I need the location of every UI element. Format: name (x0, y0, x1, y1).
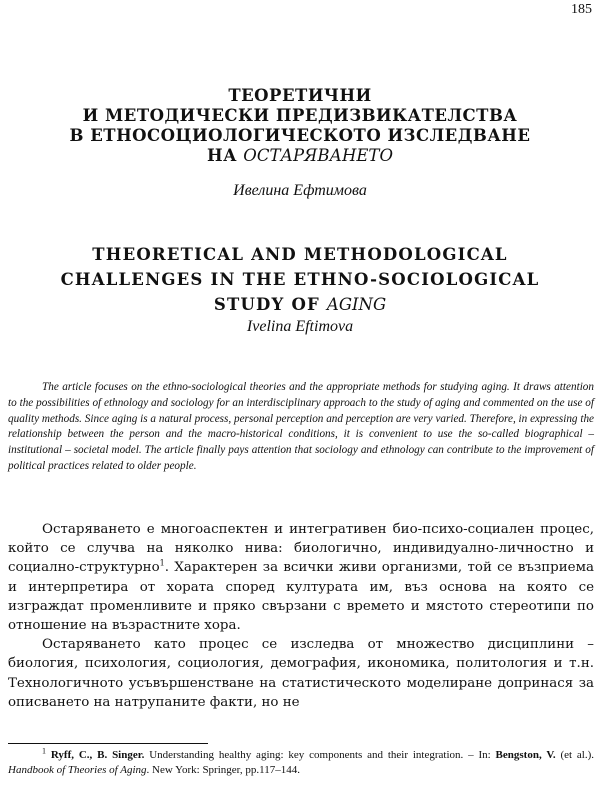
footnote-author-2: Bengston, V. (495, 749, 556, 761)
paragraph-1 (8, 520, 594, 635)
abstract: The article focuses on the ethno-sociological theories and the appropriate methods for studying aging. It draws attention to the possibilities of ethnology and sociology for an interdisciplinary approach to the study of aging and commented on the use of quality methods. Since aging is a natural process, personal perception and perception are very varied. Therefore, in expressing the relationship between the person and the macro-historical conditions, it is convenient to use the so-called biographical – institutional – societal model. The article finally pays attention that sociology and ethnology can contribute to the improvement of political practices related to older people. (8, 381, 594, 472)
footnote-text-2: (et al.). (555, 749, 595, 761)
en-title-line-2: CHALLENGES IN THE ETHNO-SOCIOLOGICAL (60, 270, 540, 289)
paragraph-1-part-a: Остаряването е многоаспектен и интегративен био-психо-социален процес, който се случва на няколко нива: биологично, индивидуално-личностно и социално-структурно (8, 522, 594, 576)
bulgarian-title (0, 86, 600, 166)
footnote-author-1: Ryff, C., B. Singer. (50, 749, 145, 761)
footnote-number: 1 (42, 746, 46, 756)
footnote-text-3: . New York: Springer, pp.117–144. (146, 764, 300, 776)
en-title-line-3-prefix: STUDY OF (213, 295, 327, 314)
bg-title-line-4-prefix: НА (207, 146, 244, 165)
bulgarian-author: Ивелина Ефтимова (233, 182, 367, 199)
paragraph-1-part-b: . Характерен за всички живи организми, той се възприема и интерпретира от хората според културата им, въз основа на която се изграждат променливите и пряко свързани с времето и мястото стереотипи по отношение на възрастните хора. (8, 560, 594, 634)
en-title-line-1: THEORETICAL AND METHODOLOGICAL (92, 245, 508, 264)
bg-title-line-3: В ЕТНОСОЦИОЛОГИЧЕСКОТО ИЗСЛЕДВАНЕ (69, 126, 531, 145)
bg-title-line-2: И МЕТОДИЧЕСКИ ПРЕДИЗВИКАТЕЛСТВА (82, 106, 518, 125)
footnote-ref: 1 (159, 558, 165, 568)
english-title (0, 242, 600, 317)
en-title-line-3-italic: AGING (326, 295, 387, 314)
footnote-rule (8, 743, 208, 744)
english-author: Ivelina Eftimova (246, 318, 354, 335)
paragraph-2: Остаряването като процес се изследва от множество дисциплини – биология, психология, социология, демография, икономика, политология и т.н. Технологичното усъвършенстване на статистическото моделиране допринася за описването на натрупаните факти, но не (8, 637, 594, 710)
bg-title-line-4 (0, 146, 600, 166)
bg-title-line-1: ТЕОРЕТИЧНИ (228, 86, 372, 105)
page-number: 185 (571, 2, 592, 17)
en-title-line-3 (0, 292, 600, 317)
body-text (8, 520, 594, 712)
bg-title-line-4-italic: ОСТАРЯВАНЕТО (243, 146, 393, 165)
footnote (8, 748, 594, 778)
footnote-book-title: Handbook of Theories of Aging (8, 764, 147, 776)
footnote-text-1: Understanding healthy aging: key components and their integration. – In: (144, 749, 496, 761)
